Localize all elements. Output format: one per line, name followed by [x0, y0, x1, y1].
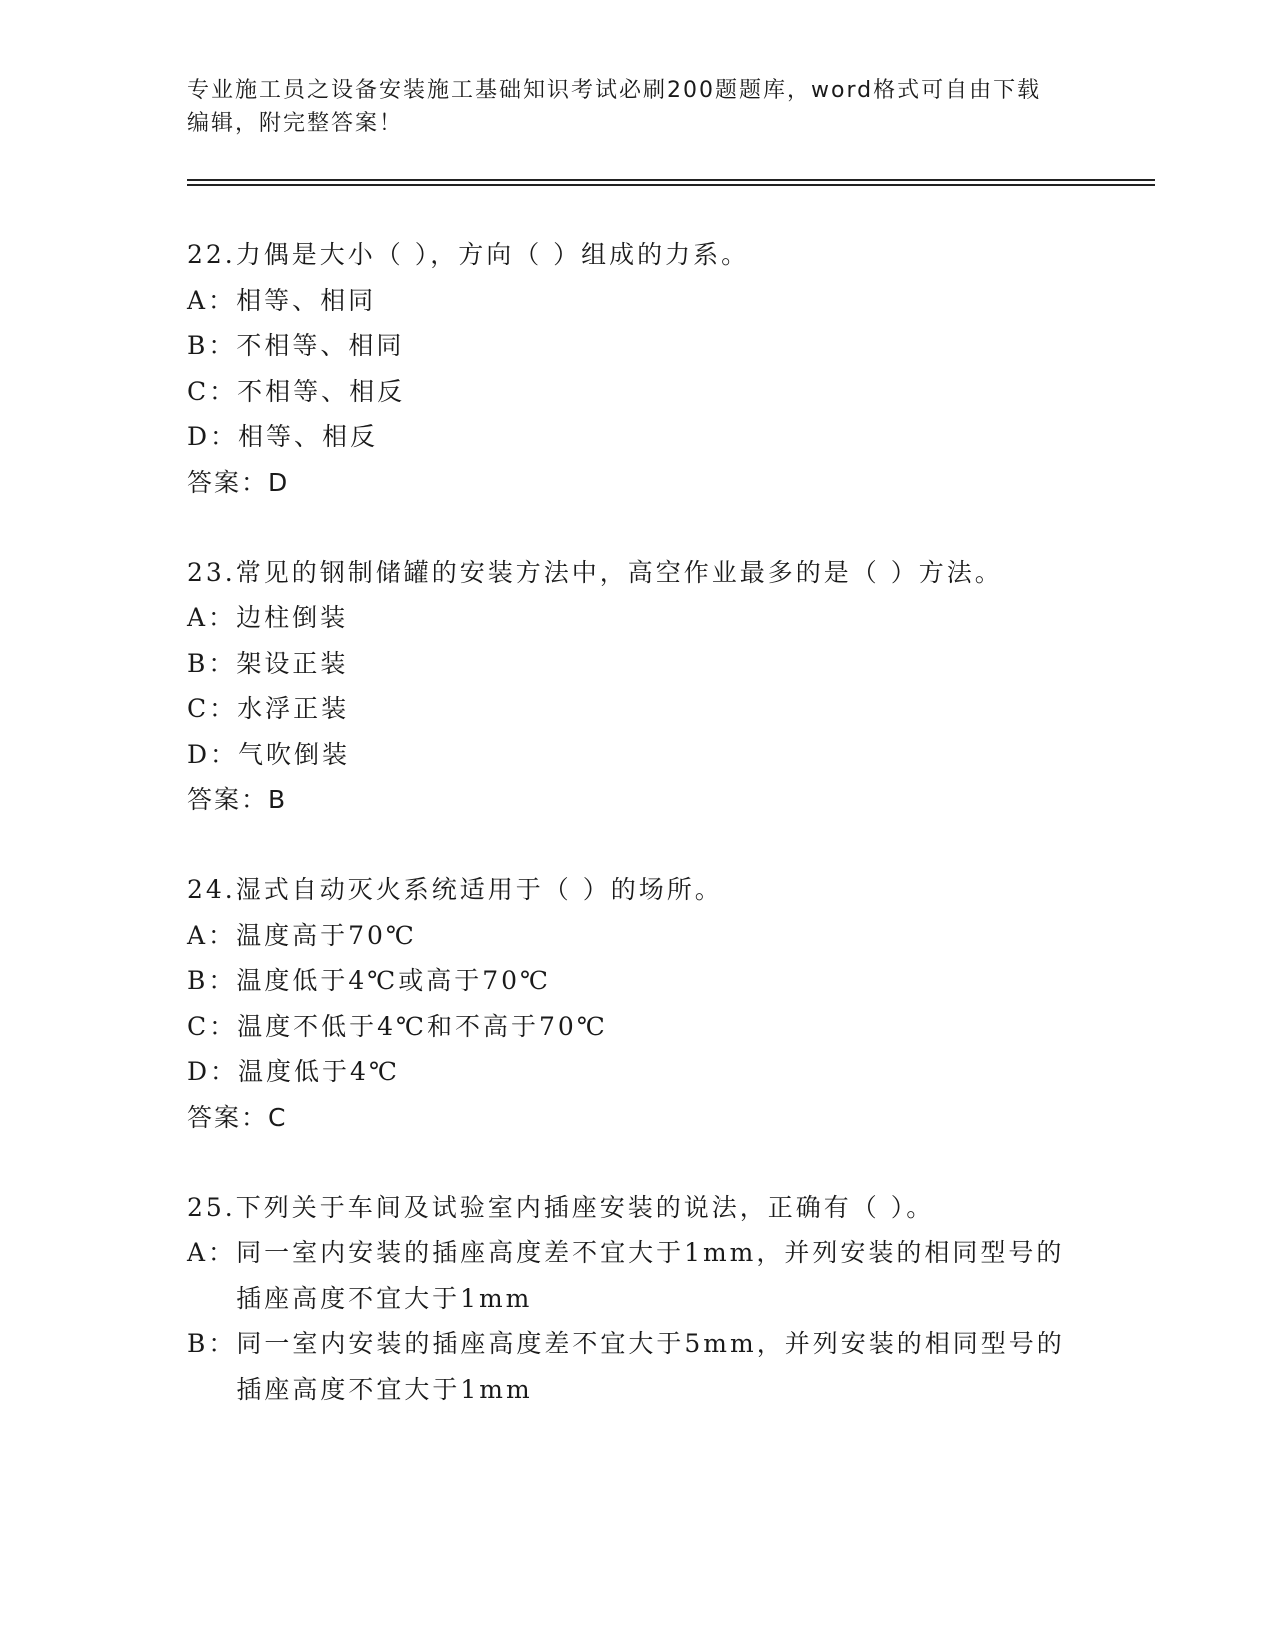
option-a	[187, 913, 1087, 959]
option-letter: C：	[187, 1011, 238, 1041]
option-letter: B：	[187, 1329, 237, 1358]
answer-line: 答案：C	[187, 1102, 288, 1132]
option-b	[187, 1321, 1087, 1412]
option-b	[187, 641, 1087, 687]
option-text: 温度低于4℃	[238, 1057, 400, 1086]
option-c	[187, 1004, 1087, 1050]
question-stem: 23.常见的钢制储罐的安装方法中，高空作业最多的是（ ）方法。	[187, 557, 1003, 587]
header-divider-top	[187, 179, 1155, 181]
option-text: 温度高于70℃	[236, 920, 417, 950]
question-22	[187, 232, 1087, 506]
document-header	[187, 74, 1067, 140]
option-text: 温度低于4℃或高于70℃	[236, 966, 552, 995]
option-d	[187, 1049, 1087, 1095]
question-24	[187, 867, 1087, 1141]
option-a	[187, 595, 1087, 641]
option-letter: A：	[187, 285, 237, 315]
header-title-line-2: 编辑，附完整答案！	[187, 111, 404, 136]
option-letter: B：	[187, 331, 237, 360]
option-a	[187, 278, 1087, 324]
option-letter: B：	[187, 648, 237, 678]
option-b	[187, 323, 1087, 369]
option-text: 不相等、相反	[237, 376, 406, 406]
option-letter: C：	[187, 694, 238, 723]
question-stem: 24.湿式自动灭火系统适用于（ ）的场所。	[187, 875, 723, 904]
option-a	[187, 1230, 1087, 1321]
option-c	[187, 369, 1087, 415]
answer-line: 答案：B	[187, 785, 288, 814]
header-title-line-1: 专业施工员之设备安装施工基础知识考试必刷200题题库，word格式可自由下载	[187, 78, 1042, 103]
option-b	[187, 958, 1087, 1004]
option-letter: A：	[187, 920, 237, 950]
option-d	[187, 414, 1087, 460]
option-text: 气吹倒装	[238, 739, 351, 769]
option-letter: D：	[187, 1057, 239, 1086]
option-text: 相等、相同	[236, 285, 377, 315]
option-text: 边柱倒装	[236, 603, 349, 632]
option-text: 架设正装	[236, 648, 349, 678]
option-letter: D：	[187, 739, 239, 769]
header-divider-bottom	[187, 184, 1155, 186]
option-text: 相等、相反	[238, 422, 379, 451]
question-25	[187, 1185, 1087, 1413]
option-text: 水浮正装	[237, 694, 350, 723]
option-letter: B：	[187, 966, 237, 995]
option-c	[187, 686, 1087, 732]
option-text: 同一室内安装的插座高度差不宜大于1mm，并列安装的相同型号的插座高度不宜大于1mm	[236, 1238, 1065, 1313]
question-23	[187, 550, 1087, 824]
option-letter: D：	[187, 422, 239, 451]
option-letter: A：	[187, 603, 237, 632]
option-text: 不相等、相同	[236, 331, 405, 360]
option-text: 温度不低于4℃和不高于70℃	[237, 1011, 608, 1041]
question-stem: 25.下列关于车间及试验室内插座安装的说法，正确有（ ）。	[187, 1192, 935, 1222]
option-letter: C：	[187, 376, 238, 406]
question-list	[187, 232, 1087, 1456]
option-text: 同一室内安装的插座高度差不宜大于5mm，并列安装的相同型号的插座高度不宜大于1mm	[236, 1329, 1065, 1404]
answer-line: 答案：D	[187, 467, 290, 497]
question-stem: 22.力偶是大小（ ），方向（ ）组成的力系。	[187, 240, 750, 269]
option-d	[187, 732, 1087, 778]
option-letter: A：	[187, 1238, 237, 1267]
